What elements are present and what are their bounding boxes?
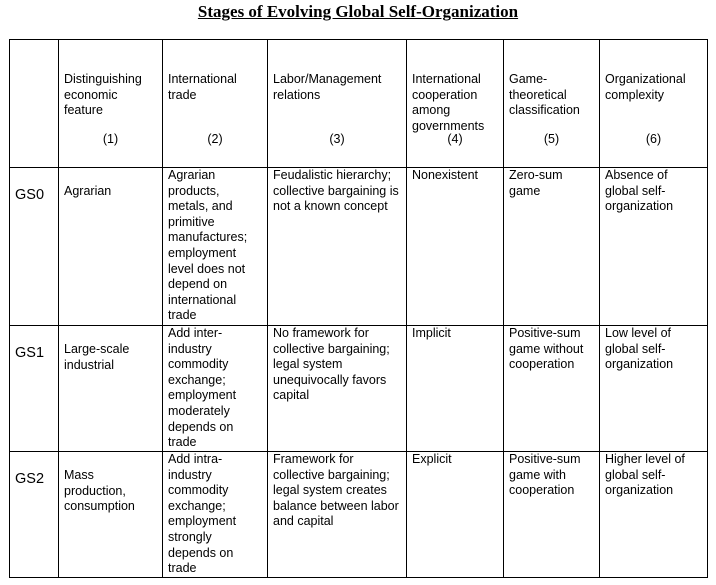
column-number: (3) xyxy=(329,132,345,147)
table-cell: Positive-sum game without cooperation xyxy=(504,326,600,452)
column-label: Labor/Management relations xyxy=(273,72,382,102)
table-cell: Feudalistic hierarchy; collective bargaining is not a known concept xyxy=(268,168,407,326)
column-label: International trade xyxy=(168,72,237,102)
header-cell xyxy=(504,40,600,168)
header-cell xyxy=(59,40,163,168)
table-cell: No framework for collective bargaining; legal system unequivocally favors capital xyxy=(268,326,407,452)
column-label: Distinguishing economic feature xyxy=(64,72,142,118)
table-cell: Add intra-industry commodity exchange; employment strongly depends on trade xyxy=(163,452,268,578)
column-label: Game-theoretical classification xyxy=(509,72,580,118)
header-cell xyxy=(268,40,407,168)
header-cell xyxy=(163,40,268,168)
table-cell: Absence of global self-organization xyxy=(600,168,708,326)
header-cell xyxy=(407,40,504,168)
column-label: Organizational complexity xyxy=(605,72,686,102)
column-number: (4) xyxy=(447,132,463,147)
corner-cell xyxy=(10,40,59,168)
stage-label: GS2 xyxy=(10,452,59,578)
table-cell: Large-scale industrial xyxy=(59,326,163,452)
table-cell: Low level of global self-organization xyxy=(600,326,708,452)
table-cell: Higher level of global self-organization xyxy=(600,452,708,578)
table-row xyxy=(10,326,708,452)
column-label: International cooperation among governments xyxy=(412,72,485,133)
table-cell: Agrarian xyxy=(59,168,163,326)
column-number: (1) xyxy=(102,132,119,147)
table-cell: Explicit xyxy=(407,452,504,578)
table-cell: Positive-sum game with cooperation xyxy=(504,452,600,578)
stages-table xyxy=(9,39,708,578)
header-cell xyxy=(600,40,708,168)
table-cell: Framework for collective bargaining; legal system creates balance between labor and capital xyxy=(268,452,407,578)
table-row xyxy=(10,452,708,578)
header-row xyxy=(10,40,708,168)
column-number: (5) xyxy=(543,132,560,147)
stage-label: GS0 xyxy=(10,168,59,326)
table-cell: Zero-sum game xyxy=(504,168,600,326)
column-number: (6) xyxy=(645,132,662,147)
table-row xyxy=(10,168,708,326)
column-number: (2) xyxy=(207,132,223,147)
stage-label: GS1 xyxy=(10,326,59,452)
table-cell: Implicit xyxy=(407,326,504,452)
page-title: Stages of Evolving Global Self-Organization xyxy=(197,2,519,21)
table-cell: Agrarian products, metals, and primitive manufactures; employment level does not depend on international trade xyxy=(163,168,268,326)
table-cell: Add inter-industry commodity exchange; employment moderately depends on trade xyxy=(163,326,268,452)
table-cell: Nonexistent xyxy=(407,168,504,326)
table-cell: Mass production, consumption xyxy=(59,452,163,578)
